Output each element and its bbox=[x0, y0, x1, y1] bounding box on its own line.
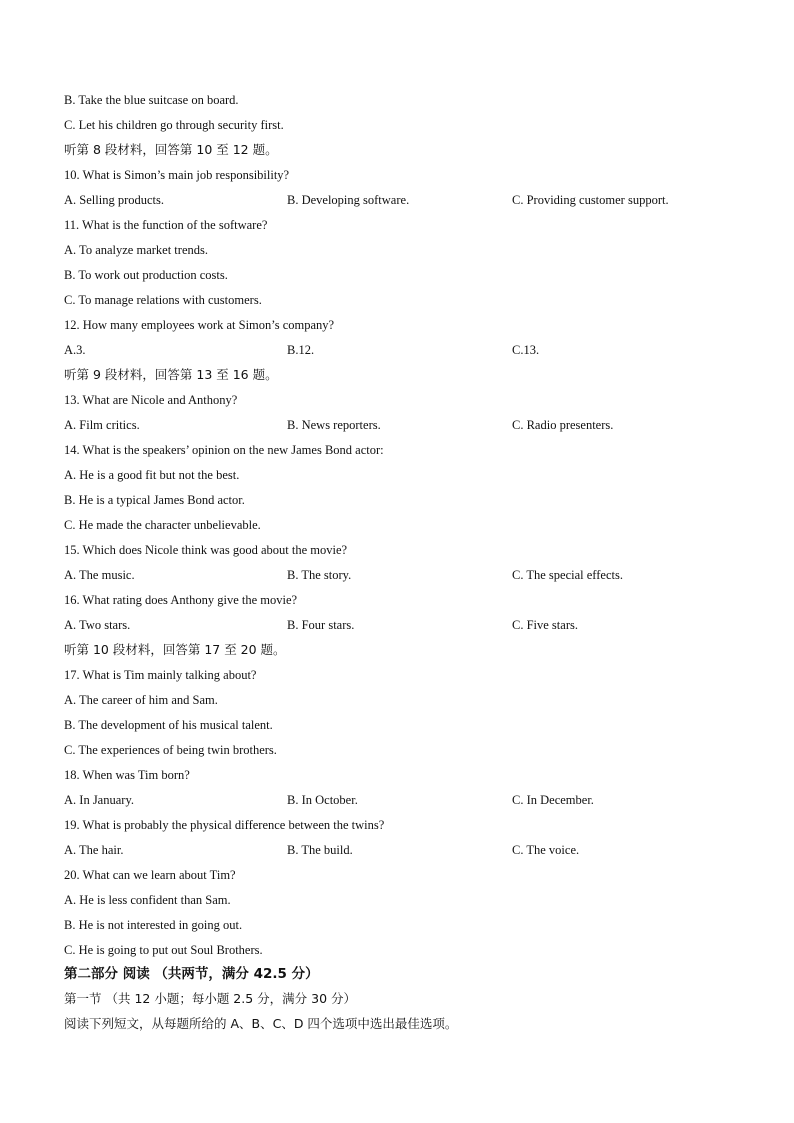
q18-option-c: C. In December. bbox=[512, 793, 594, 807]
q12-stem: 12. How many employees work at Simon’s company? bbox=[64, 318, 335, 332]
q19-option-b: B. The build. bbox=[287, 843, 353, 857]
q10-option-a: A. Selling products. bbox=[64, 193, 164, 207]
q16-option-b: B. Four stars. bbox=[287, 618, 355, 632]
q20-option-c: C. He is going to put out Soul Brothers. bbox=[64, 943, 263, 957]
q12-option-b: B.12. bbox=[287, 343, 315, 357]
q10-stem: 10. What is Simon’s main job responsibility? bbox=[64, 168, 290, 182]
part2-heading: 第二部分 阅读 （共两节，满分 42.5 分） bbox=[64, 966, 319, 982]
q20-option-a: A. He is less confident than Sam. bbox=[64, 893, 231, 907]
q11-option-a: A. To analyze market trends. bbox=[64, 243, 208, 257]
q14-option-a: A. He is a good fit but not the best. bbox=[64, 468, 240, 482]
q16-stem: 16. What rating does Anthony give the movie? bbox=[64, 593, 298, 607]
q15-option-c: C. The special effects. bbox=[512, 568, 623, 582]
q19-stem: 19. What is probably the physical difference between the twins? bbox=[64, 818, 385, 832]
section8-instruction: 听第 8 段材料，回答第 10 至 12 题。 bbox=[64, 142, 278, 157]
q9-option-c: C. Let his children go through security first. bbox=[64, 118, 284, 132]
q18-stem: 18. When was Tim born? bbox=[64, 768, 190, 782]
q20-stem: 20. What can we learn about Tim? bbox=[64, 868, 236, 882]
part2-section1-title: 第一节 （共 12 小题；每小题 2.5 分，满分 30 分） bbox=[64, 991, 357, 1006]
q19-option-a: A. The hair. bbox=[64, 843, 124, 857]
q11-option-c: C. To manage relations with customers. bbox=[64, 293, 262, 307]
q15-stem: 15. Which does Nicole think was good about the movie? bbox=[64, 543, 348, 557]
q17-stem: 17. What is Tim mainly talking about? bbox=[64, 668, 257, 682]
q13-option-a: A. Film critics. bbox=[64, 418, 140, 432]
q11-option-b: B. To work out production costs. bbox=[64, 268, 228, 282]
q13-option-b: B. News reporters. bbox=[287, 418, 381, 432]
q17-option-c: C. The experiences of being twin brothers. bbox=[64, 743, 277, 757]
q12-option-c: C.13. bbox=[512, 343, 540, 357]
q17-option-b: B. The development of his musical talent. bbox=[64, 718, 273, 732]
q16-option-c: C. Five stars. bbox=[512, 618, 578, 632]
q9-option-b: B. Take the blue suitcase on board. bbox=[64, 93, 239, 107]
part2-instruction: 阅读下列短文，从每题所给的 A、B、C、D 四个选项中选出最佳选项。 bbox=[64, 1016, 458, 1031]
q14-option-b: B. He is a typical James Bond actor. bbox=[64, 493, 245, 507]
q19-option-c: C. The voice. bbox=[512, 843, 580, 857]
q15-option-a: A. The music. bbox=[64, 568, 135, 582]
q18-option-b: B. In October. bbox=[287, 793, 358, 807]
q14-stem: 14. What is the speakers’ opinion on the new James Bond actor: bbox=[64, 443, 384, 457]
q15-option-b: B. The story. bbox=[287, 568, 352, 582]
q13-stem: 13. What are Nicole and Anthony? bbox=[64, 393, 238, 407]
q14-option-c: C. He made the character unbelievable. bbox=[64, 518, 261, 532]
section9-instruction: 听第 9 段材料，回答第 13 至 16 题。 bbox=[64, 367, 278, 382]
q20-option-b: B. He is not interested in going out. bbox=[64, 918, 243, 932]
q18-option-a: A. In January. bbox=[64, 793, 135, 807]
section10-instruction: 听第 10 段材料，回答第 17 至 20 题。 bbox=[64, 642, 286, 657]
q10-option-c: C. Providing customer support. bbox=[512, 193, 669, 207]
q11-stem: 11. What is the function of the software? bbox=[64, 218, 268, 232]
q16-option-a: A. Two stars. bbox=[64, 618, 131, 632]
q10-option-b: B. Developing software. bbox=[287, 193, 410, 207]
q13-option-c: C. Radio presenters. bbox=[512, 418, 614, 432]
q17-option-a: A. The career of him and Sam. bbox=[64, 693, 218, 707]
q12-option-a: A.3. bbox=[64, 343, 86, 357]
